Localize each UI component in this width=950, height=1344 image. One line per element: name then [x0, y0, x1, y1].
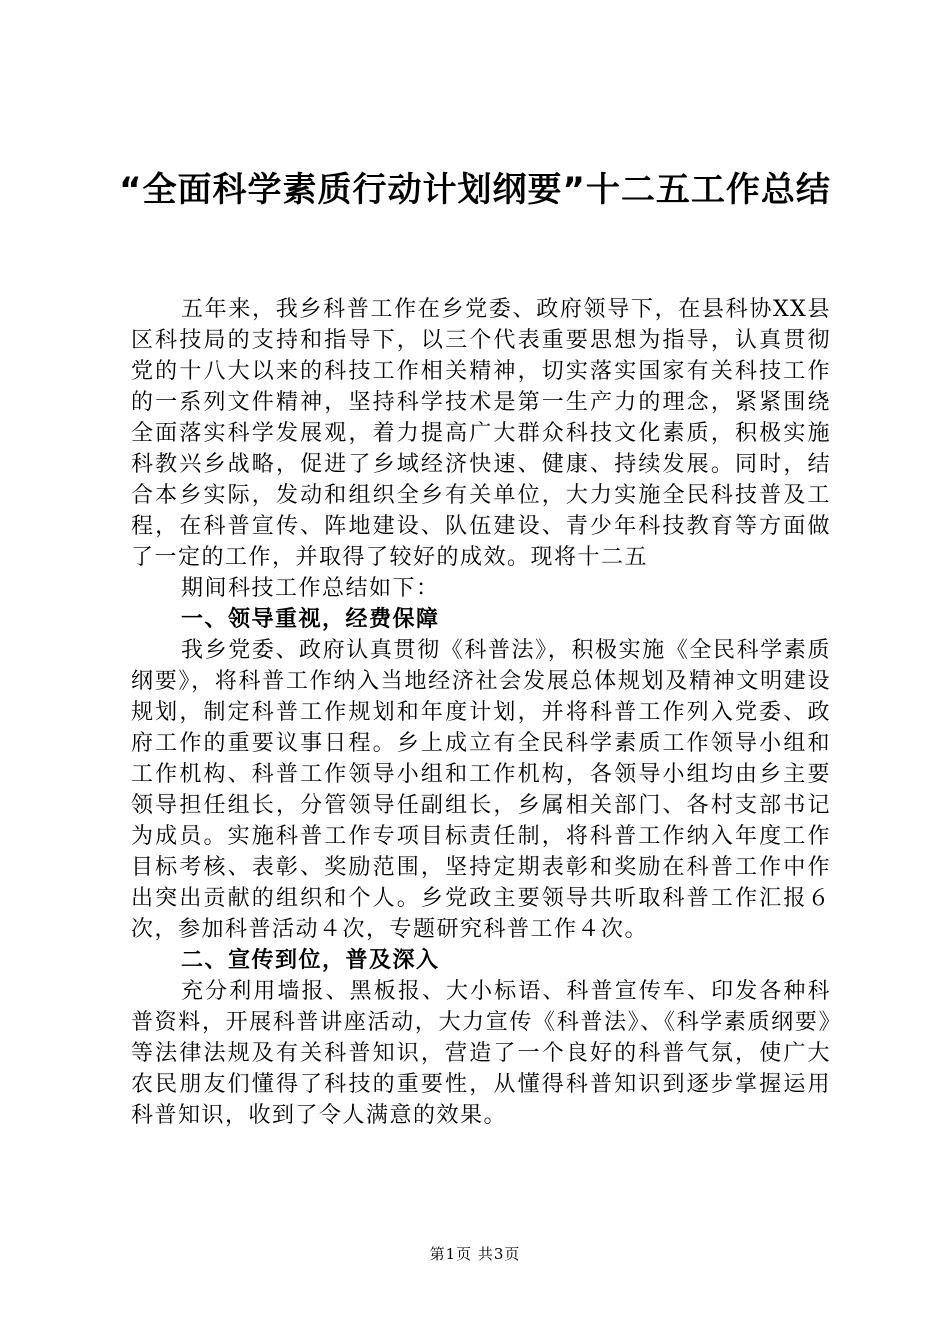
section-paragraph-2: 充分利用墙报、黑板报、大小标语、科普宣传车、印发各种科普资料，开展科普讲座活动，大力宣传《科普法》、《科学素质纲要》等法律法规及有关科普知识，营造了一个良好的科普气氛，使广大农民朋友们懂得了科技的重要性，从懂得科普知识到逐步掌握运用科普知识，收到了令人满意的效果。 [131, 979, 831, 1128]
section-paragraph-1: 我乡党委、政府认真贯彻《科普法》，积极实施《全民科学素质纲要》，将科普工作纳入当地经济社会发展总体规划及精神文明建设规划，制定科普工作规划和年度计划，并将科普工作列入党委、政府工作的重要议事日程。乡上成立有全民科学素质工作领导小组和工作机构、科普工作领导小组和工作机构，各领导小组均由乡主要领导担任组长，分管领导任副组长，乡属相关部门、各村支部书记为成员。实施科普工作专项目标责任制，将科普工作纳入年度工作目标考核、表彰、奖励范围，坚持定期表彰和奖励在科普工作中作出突出贡献的组织和个人。乡党政主要领导共听取科普工作汇报６次，参加科普活动４次，专题研究科普工作４次。 [131, 638, 831, 942]
intro-paragraph-continued: 期间科技工作总结如下： [181, 576, 440, 601]
section-heading-2: 二、宣传到位，普及深入 [181, 948, 440, 973]
document-title: “全面科学素质行动计划纲要”十二五工作总结 [119, 170, 831, 210]
document-body [131, 294, 831, 1131]
page-footer: 第1页 共3页 [429, 1245, 521, 1263]
section-heading-1: 一、领导重视，经费保障 [181, 607, 440, 632]
intro-paragraph: 五年来，我乡科普工作在乡党委、政府领导下，在县科协XX县区科技局的支持和指导下，以三个代表重要思想为指导，认真贯彻党的十八大以来的科技工作相关精神，切实落实国家有关科技工作的一系列文件精神，坚持科学技术是第一生产力的理念，紧紧围绕全面落实科学发展观，着力提高广大群众科技文化素质，积极实施科教兴乡战略，促进了乡域经济快速、健康、持续发展。同时，结合本乡实际，发动和组织全乡有关单位，大力实施全民科技普及工程，在科普宣传、阵地建设、队伍建设、青少年科技教育等方面做了一定的工作，并取得了较好的成效。现将十二五 [131, 297, 831, 570]
